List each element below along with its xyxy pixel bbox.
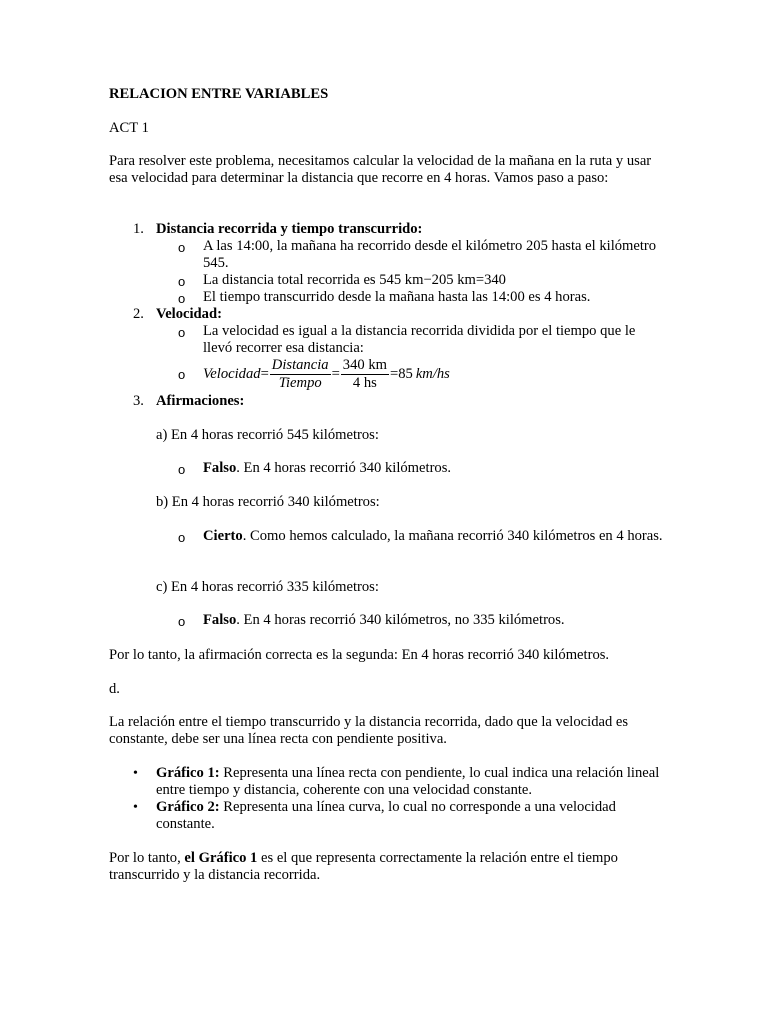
- verdict-label: Falso: [203, 612, 237, 628]
- conclusion-bold: el Gráfico 1: [184, 850, 258, 866]
- relation-paragraph: La relación entre el tiempo transcurrido y la distancia recorrida, dado que la velocidad es constante, debe ser una línea recta con pendiente positiva.: [109, 714, 629, 747]
- formula-unit: km/hs: [415, 365, 450, 382]
- section-d-label: d.: [109, 681, 120, 697]
- verdict-explanation: . Como hemos calculado, la mañana recorrió 340 kilómetros en 4 horas.: [242, 528, 663, 544]
- step-number: 2.: [133, 306, 144, 322]
- statement-c-answer: [203, 612, 666, 629]
- formula-equals: =: [331, 365, 340, 382]
- conclusion-paragraph: Por lo tanto, la afirmación correcta es la segunda: En 4 horas recorrió 340 kilómetros.: [109, 647, 610, 663]
- list-item: La velocidad es igual a la distancia recorrida dividida por el tiempo que le llevó recorrer esa distancia:: [203, 323, 636, 356]
- statement-c: c) En 4 horas recorrió 335 kilómetros:: [156, 579, 379, 595]
- verdict-explanation: . En 4 horas recorrió 340 kilómetros, no 335 kilómetros.: [236, 612, 565, 628]
- list-item: La distancia total recorrida es 545 km−205 km=340: [203, 272, 506, 288]
- graph-description: Representa una línea recta con pendiente, lo cual indica una relación lineal entre tiempo y distancia, coherente con una velocidad constante.: [156, 765, 660, 798]
- graph-1-item: [156, 765, 666, 799]
- bullet-circle: o: [178, 274, 186, 289]
- step-heading: Afirmaciones:: [156, 393, 245, 409]
- bullet-circle: o: [178, 614, 186, 629]
- graph-label: Gráfico 2:: [156, 799, 220, 815]
- fraction-denominator: 4 hs: [352, 374, 377, 391]
- formula-equals: =: [260, 365, 269, 382]
- fraction-distance-time: [270, 357, 331, 392]
- fraction-denominator: Tiempo: [278, 374, 322, 391]
- graph-description: Representa una línea curva, lo cual no corresponde a una velocidad constante.: [156, 799, 616, 832]
- list-item: El tiempo transcurrido desde la mañana hasta las 14:00 es 4 horas.: [203, 289, 591, 305]
- fraction-numerator: Distancia: [271, 356, 329, 373]
- graph-label: Gráfico 1:: [156, 765, 220, 781]
- statement-a: a) En 4 horas recorrió 545 kilómetros:: [156, 427, 379, 443]
- verdict-label: Cierto: [203, 528, 243, 544]
- fraction-numerator: 340 km: [342, 356, 387, 373]
- verdict-explanation: . En 4 horas recorrió 340 kilómetros.: [236, 460, 452, 476]
- bullet-dot: •: [133, 766, 138, 781]
- statement-a-answer: [203, 460, 666, 477]
- bullet-circle: o: [178, 325, 186, 340]
- bullet-circle: o: [178, 367, 186, 382]
- bullet-circle: o: [178, 240, 186, 255]
- formula-lhs: Velocidad: [203, 365, 261, 382]
- conclusion-pre: Por lo tanto,: [109, 850, 185, 866]
- graph-2-item: [156, 799, 666, 833]
- step-heading: Velocidad:: [156, 306, 222, 322]
- statement-b-answer: [203, 528, 666, 545]
- step-number: 3.: [133, 393, 144, 409]
- bullet-circle: o: [178, 291, 186, 306]
- final-conclusion: [109, 850, 664, 884]
- formula-result: 85: [398, 365, 413, 382]
- formula-equals: =: [389, 365, 399, 382]
- step-number: 1.: [133, 221, 144, 237]
- statement-b: b) En 4 horas recorrió 340 kilómetros:: [156, 494, 380, 510]
- bullet-circle: o: [178, 462, 186, 477]
- bullet-dot: •: [133, 800, 138, 815]
- bullet-circle: o: [178, 530, 186, 545]
- velocity-formula: [203, 356, 450, 392]
- conclusion-post: es el que representa correctamente la relación entre el tiempo transcurrido y la distancia recorrida.: [109, 850, 618, 883]
- act-label: ACT 1: [109, 120, 149, 136]
- list-item: A las 14:00, la mañana ha recorrido desde el kilómetro 205 hasta el kilómetro 545.: [203, 238, 657, 271]
- step-heading: Distancia recorrida y tiempo transcurrido:: [156, 221, 423, 237]
- fraction-values: [341, 357, 389, 392]
- verdict-label: Falso: [203, 460, 237, 476]
- intro-paragraph: Para resolver este problema, necesitamos calcular la velocidad de la mañana en la ruta y usar esa velocidad para determinar la distancia que recorre en 4 horas. Vamos paso a paso:: [109, 153, 652, 186]
- document-title: RELACION ENTRE VARIABLES: [109, 86, 329, 102]
